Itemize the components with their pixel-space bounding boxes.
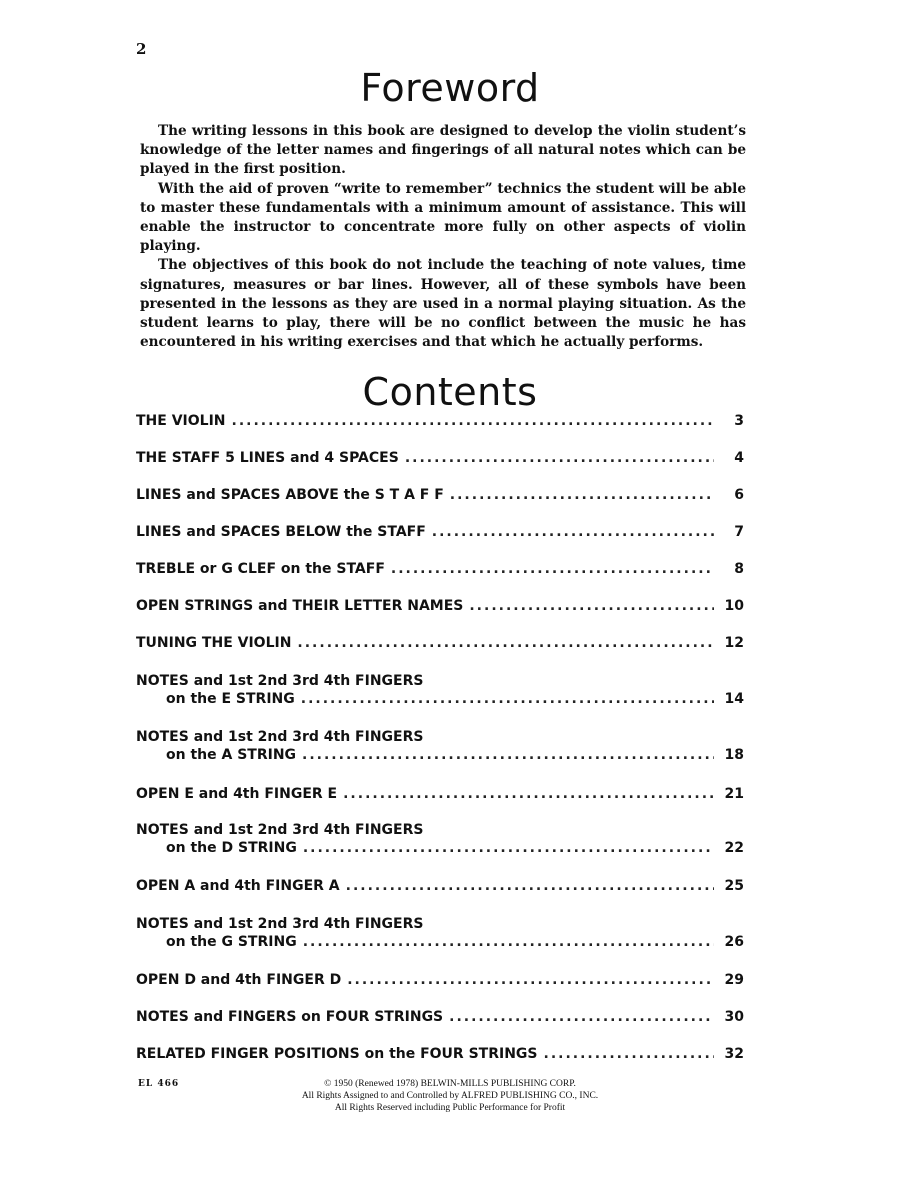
page-number: 2: [136, 40, 147, 58]
toc-entry-page: 14: [724, 691, 744, 707]
toc-entry-page: 21: [724, 786, 744, 802]
toc-entry-title: NOTES and FINGERS on FOUR STRINGS: [136, 1009, 444, 1025]
copyright-line: All Rights Assigned to and Controlled by ALFRED PUBLISHING CO., INC.: [301, 1091, 599, 1101]
toc-dot-leader: [432, 523, 714, 541]
toc-entry-page: 30: [724, 1009, 744, 1025]
foreword-title: Foreword: [360, 66, 540, 110]
copyright-line: © 1950 (Renewed 1978) BELWIN-MILLS PUBLISHING CORP.: [324, 1079, 576, 1089]
toc-dot-leader: [450, 486, 714, 504]
toc-dot-leader: [346, 877, 714, 895]
toc-entry-d-string[interactable]: [136, 821, 744, 857]
toc-entry-title: OPEN E and 4th FINGER E: [136, 786, 338, 802]
toc-dot-leader: [391, 560, 714, 578]
toc-entry-lines-spaces-above[interactable]: [136, 486, 744, 504]
toc-dot-leader: [303, 839, 714, 857]
toc-entry-page: 8: [734, 561, 744, 577]
toc-entry-subtitle: on the G STRING: [166, 934, 297, 950]
table-of-contents: [136, 400, 744, 1070]
toc-dot-leader: [301, 690, 714, 708]
toc-entry-page: 22: [724, 840, 744, 856]
toc-dot-leader: [544, 1045, 715, 1063]
toc-dot-leader: [303, 933, 714, 951]
toc-entry-title: TUNING THE VIOLIN: [136, 635, 292, 651]
toc-dot-leader: [469, 597, 714, 615]
toc-entry-page: 4: [734, 450, 744, 466]
toc-entry-open-d[interactable]: [136, 971, 744, 989]
copyright-line: All Rights Reserved including Public Performance for Profit: [334, 1103, 566, 1113]
toc-entry-e-string[interactable]: [136, 672, 744, 708]
toc-entry-title: OPEN D and 4th FINGER D: [136, 972, 342, 988]
toc-entry-title: RELATED FINGER POSITIONS on the FOUR STRINGS: [136, 1046, 538, 1062]
foreword-body: [140, 122, 746, 352]
toc-entry-related-positions[interactable]: [136, 1045, 744, 1063]
toc-entry-title: LINES and SPACES BELOW the STAFF: [136, 524, 426, 540]
toc-entry-treble-clef[interactable]: [136, 560, 744, 578]
toc-entry-tuning[interactable]: [136, 634, 744, 652]
foreword-paragraph-1: The writing lessons in this book are designed to develop the violin student’s knowledge of the letter names and fingerings of all natural notes which can be played in the first position.: [140, 123, 746, 178]
toc-entry-four-strings[interactable]: [136, 1008, 744, 1026]
toc-dot-leader: [232, 412, 715, 430]
toc-entry-page: 32: [724, 1046, 744, 1062]
toc-entry-open-a[interactable]: [136, 877, 744, 895]
toc-entry-page: 25: [724, 878, 744, 894]
toc-entry-open-strings[interactable]: [136, 597, 744, 615]
toc-entry-title: OPEN STRINGS and THEIR LETTER NAMES: [136, 598, 464, 614]
toc-entry-title: NOTES and 1st 2nd 3rd 4th FINGERS: [136, 916, 424, 932]
foreword-paragraph-3: The objectives of this book do not include the teaching of note values, time signatures, measures or bar lines. However, all of these symbols have been presented in the lessons as they are used in a normal playing situation. As the student learns to play, there will be no conflict between the music he has encountered in his writing exercises and that which he actually performs.: [140, 257, 746, 351]
toc-entry-subtitle: on the A STRING: [166, 747, 297, 763]
toc-dot-leader: [297, 634, 714, 652]
toc-dot-leader: [343, 785, 714, 803]
toc-entry-title: LINES and SPACES ABOVE the S T A F F: [136, 487, 444, 503]
toc-entry-title: THE VIOLIN: [136, 413, 226, 429]
toc-dot-leader: [347, 971, 714, 989]
contents-title: Contents: [362, 370, 538, 414]
copyright-notice: [250, 1078, 650, 1114]
toc-dot-leader: [449, 1008, 714, 1026]
toc-entry-page: 12: [724, 635, 744, 651]
toc-entry-title: NOTES and 1st 2nd 3rd 4th FINGERS: [136, 729, 424, 745]
toc-entry-page: 29: [724, 972, 744, 988]
toc-entry-page: 18: [724, 747, 744, 763]
toc-entry-page: 3: [734, 413, 744, 429]
toc-entry-a-string[interactable]: [136, 728, 744, 764]
toc-entry-subtitle: on the E STRING: [166, 691, 295, 707]
catalog-code: EL 466: [138, 1079, 180, 1089]
toc-entry-page: 7: [734, 524, 744, 540]
toc-entry-g-string[interactable]: [136, 915, 744, 951]
toc-entry-title: THE STAFF 5 LINES and 4 SPACES: [136, 450, 399, 466]
toc-entry-title: NOTES and 1st 2nd 3rd 4th FINGERS: [136, 673, 424, 689]
toc-entry-title: NOTES and 1st 2nd 3rd 4th FINGERS: [136, 822, 424, 838]
toc-entry-subtitle: on the D STRING: [166, 840, 297, 856]
toc-entry-the-staff[interactable]: [136, 449, 744, 467]
toc-entry-lines-spaces-below[interactable]: [136, 523, 744, 541]
toc-entry-page: 26: [724, 934, 744, 950]
toc-entry-page: 6: [734, 487, 744, 503]
toc-dot-leader: [302, 746, 714, 764]
toc-entry-title: OPEN A and 4th FINGER A: [136, 878, 340, 894]
toc-entry-open-e[interactable]: [136, 785, 744, 803]
toc-entry-page: 10: [724, 598, 744, 614]
toc-entry-the-violin[interactable]: [136, 412, 744, 430]
foreword-paragraph-2: With the aid of proven “write to remember” technics the student will be able to master these fundamentals with a minimum amount of assistance. This will enable the instructor to concentrate more fully on other aspects of violin playing.: [140, 180, 746, 255]
toc-entry-title: TREBLE or G CLEF on the STAFF: [136, 561, 385, 577]
toc-dot-leader: [405, 449, 714, 467]
